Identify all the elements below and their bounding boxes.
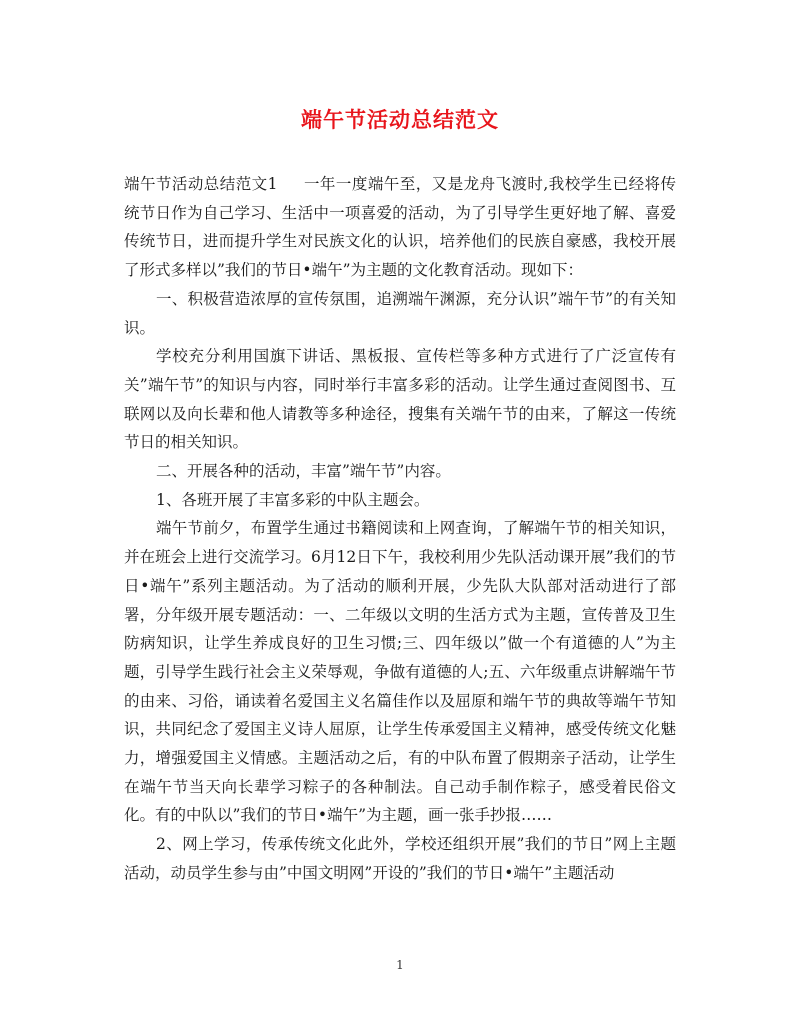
document-title: 端午节活动总结范文: [301, 107, 499, 132]
page-number: 1: [396, 958, 404, 972]
lead-label: 端午节活动总结范文1: [124, 175, 278, 193]
paragraph-intro: [124, 170, 676, 285]
paragraph-publicity: 学校充分利用国旗下讲话、黑板报、宣传栏等多种方式进行了广泛宣传有关”端午节”的知识与内容，同时举行丰富多彩的活动。让学生通过查阅图书、互联网以及向长辈和他人请教等多种途径，搜集有关端午节的由来，了解这一传统节日的相关知识。: [124, 347, 676, 452]
paragraph-item-1-heading: 1、各班开展了丰富多彩的中队主题会。: [156, 490, 430, 509]
paragraph-class-activities: 端午节前夕，布置学生通过书籍阅读和上网查询，了解端午节的相关知识，并在班会上进行交流学习。6月12日下午，我校利用少先队活动课开展”我们的节日•端午”系列主题活动。为了活动的顺利开展，少先队大队部对活动进行了部署，分年级开展专题活动：一、二年级以文明的生活方式为主题，宣传普及卫生防病知识，让学生养成良好的卫生习惯;三、四年级以”做一个有道德的人”为主题，引导学生践行社会主义荣辱观，争做有道德的人;五、六年级重点讲解端午节的由来、习俗，诵读着名爱国主义名篇佳作以及屈原和端午节的典故等端午节知识，共同纪念了爱国主义诗人屈原，让学生传承爱国主义精神，感受传统文化魅力，增强爱国主义情感。主题活动之后，有的中队布置了假期亲子活动，让学生在端午节当天向长辈学习粽子的各种制法。自己动手制作粽子，感受着民俗文化。有的中队以”我们的节日•端午”为主题，画一张手抄报……: [124, 519, 676, 825]
paragraph-section-1-heading: 一、积极营造浓厚的宣传氛围，追溯端午渊源，充分认识”端午节”的有关知识。: [124, 289, 676, 337]
paragraph-item-2-online: 2、网上学习，传承传统文化此外，学校还组织开展”我们的节日”网上主题活动，动员学生参与由”中国文明网”开设的”我们的节日•端午”主题活动: [124, 835, 676, 882]
document-body: [124, 170, 676, 888]
paragraph-section-2-heading: 二、开展各种的活动，丰富”端午节”内容。: [156, 462, 451, 481]
paragraph-text: 一年一度端午至，又是龙舟飞渡时,我校学生已经将传统节日作为自己学习、生活中一项喜爱的活动，为了引导学生更好地了解、喜爱传统节日，进而提升学生对民族文化的认识，培养他们的民族自豪感，我校开展了形式多样以”我们的节日•端午”为主题的文化教育活动。现如下：: [124, 175, 676, 280]
